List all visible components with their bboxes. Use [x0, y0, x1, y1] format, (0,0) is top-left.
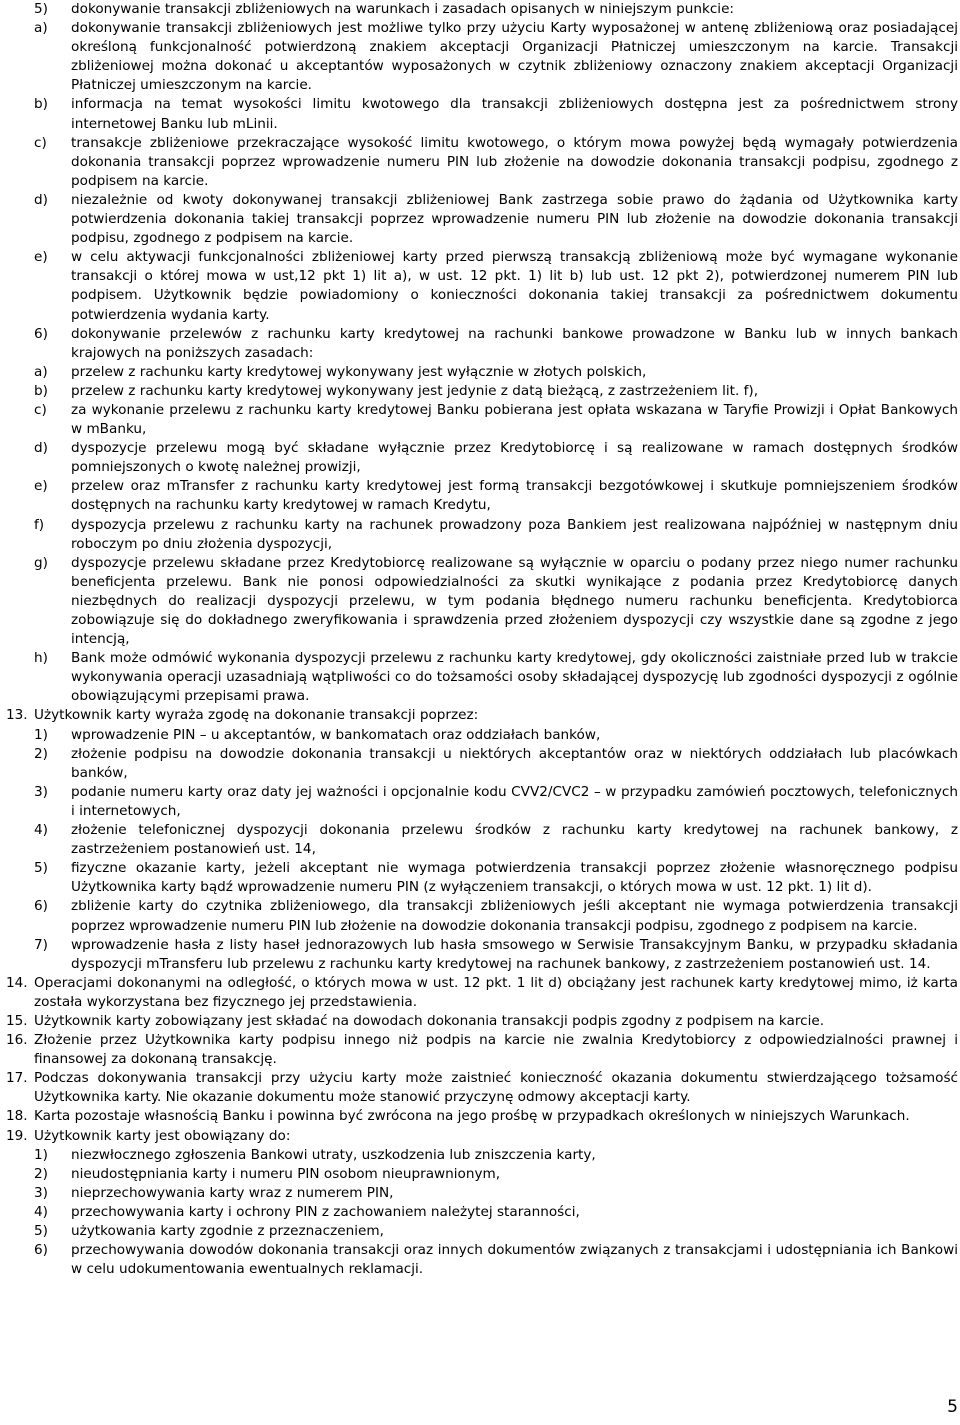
- item-text: nieprzechowywania karty wraz z numerem PIN,: [71, 1184, 394, 1201]
- item-text: dyspozycje przelewu mogą być składane wyłącznie przez Kredytobiorcę i są realizowane w ramach dostępnych środków pomniejszonych o kwotę należnej prowizji,: [71, 440, 958, 476]
- item-text: wprowadzenie PIN – u akceptantów, w bankomatach oraz oddziałach banków,: [71, 726, 601, 743]
- item-marker: 3): [34, 783, 48, 800]
- item-text: zbliżenie karty do czytnika zbliżeniowego, dla transakcji zbliżeniowych jeśli akceptant nie wymaga potwierdzenia transakcji poprzez wprowadzenie numeru PIN lub złożenie na dowodzie dokonania transakcji podpisu, zgodnego z podpisem na karcie.: [71, 898, 958, 934]
- item-marker: 3): [34, 1184, 48, 1201]
- list-item: [6, 1241, 958, 1279]
- list-item: [6, 325, 958, 363]
- item-marker: a): [34, 20, 48, 37]
- item-text: Operacjami dokonanymi na odległość, o których mowa w ust. 12 pkt. 1 lit d) obciążany jest rachunek karty kredytowej mimo, iż karta została wykorzystana bez fizycznego jej przedstawienia.: [34, 974, 958, 1010]
- item-text: Bank może odmówić wykonania dyspozycji przelewu z rachunku karty kredytowej, gdy okoliczności zaistniałe przed lub w trakcie wykonywania operacji uzasadniają wątpliwości co do tożsamości osoby składającej dyspozycję lub zgodności dyspozycji z ogólnie obowiązującymi przepisami prawa.: [71, 650, 958, 705]
- sub-list-item: [6, 134, 958, 191]
- item-text: Podczas dokonywania transakcji przy użyciu karty może zaistnieć konieczność okazania dokumentu stwierdzającego tożsamość Użytkownika karty. Nie okazanie dokumentu może stanowić przyczynę odmowy akceptacji karty.: [34, 1070, 958, 1106]
- sub-list-item: [6, 649, 958, 706]
- item-marker: 5): [34, 1223, 48, 1239]
- numbered-section: [6, 1012, 958, 1031]
- item-text: niezależnie od kwoty dokonywanej transakcji zbliżeniowej Bank zastrzega sobie prawo do żądania od Użytkownika karty potwierdzenia dokonania takiej transakcji poprzez wprowadzenie numeru PIN lub złożenie na dowodzie dokonania transakcji podpisu, zgodnego z podpisem na karcie.: [71, 191, 958, 247]
- list-item: [6, 1222, 958, 1241]
- item-text: Złożenie przez Użytkownika karty podpisu innego niż podpis na karcie nie zwalnia Kredytobiorcy z odpowiedzialności prawnej i finansowej za dokonaną transakcję.: [34, 1032, 958, 1068]
- item-text: przechowywania karty i ochrony PIN z zachowaniem należytej staranności,: [71, 1203, 580, 1220]
- sub-list-item: [6, 363, 958, 382]
- item-text: w celu aktywacji funkcjonalności zbliżeniowej karty przed pierwszą transakcją zbliżeniową może być wymagane wykonanie transakcji o której mowa w ust,12 pkt 1) lit a), w ust. 12 pkt. 1) lit b) lub ust. 12 pkt 2), potwierdzonej numerem PIN lub podpisem. Użytkownik będzie powiadomiony o konieczności dokonania takiej transakcji za pośrednictwem dokumentu potwierdzenia wydania karty.: [71, 249, 958, 323]
- item-text: niezwłocznego zgłoszenia Bankowi utraty, uszkodzenia lub zniszczenia karty,: [71, 1146, 596, 1163]
- item-marker: 16.: [6, 1032, 28, 1049]
- item-marker: 18.: [6, 1108, 28, 1125]
- numbered-section: [6, 974, 958, 1012]
- item-marker: e): [34, 249, 48, 266]
- item-marker: 4): [34, 1203, 48, 1220]
- list-item: [6, 1165, 958, 1184]
- list-item: [6, 936, 958, 974]
- item-marker: 13.: [6, 707, 28, 724]
- item-marker: 4): [34, 822, 48, 839]
- list-item: [6, 783, 958, 821]
- item-marker: b): [34, 382, 48, 399]
- item-marker: 14.: [6, 974, 28, 991]
- item-text: wprowadzenie hasła z listy haseł jednorazowych lub hasła smsowego w Serwisie Transakcyjnym Banku, w przypadku składania dyspozycji mTransferu lub przelewu z rachunku karty kredytowej na rachunek bankowy, z zastrzeżeniem postanowień ust. 14.: [71, 936, 958, 972]
- item-marker: 2): [34, 1165, 48, 1182]
- item-text: użytkowania karty zgodnie z przeznaczeniem,: [71, 1223, 384, 1239]
- numbered-section: [6, 706, 958, 725]
- item-marker: 1): [34, 1146, 48, 1163]
- list-item: [6, 0, 958, 19]
- list-item: [6, 745, 958, 783]
- item-text: przelew z rachunku karty kredytowej wykonywany jest wyłącznie w złotych polskich,: [71, 363, 647, 380]
- item-text: podanie numeru karty oraz daty jej ważności i opcjonalnie kodu CVV2/CVC2 – w przypadku zamówień pocztowych, telefonicznych i internetowych,: [71, 783, 958, 819]
- list-item: [6, 1146, 958, 1165]
- sub-list-item: [6, 516, 958, 554]
- page-number: 5: [947, 1397, 958, 1417]
- item-text: dokonywanie przelewów z rachunku karty kredytowej na rachunki bankowe prowadzone w Banku lub w innych bankach krajowych na poniższych zasadach:: [71, 325, 958, 361]
- item-text: Użytkownik karty wyraża zgodę na dokonanie transakcji poprzez:: [34, 707, 479, 724]
- item-text: złożenie telefonicznej dyspozycji dokonania przelewu środków z rachunku karty kredytowej na rachunek bankowy, z zastrzeżeniem postanowień ust. 14,: [71, 822, 958, 858]
- item-marker: 6): [34, 325, 48, 342]
- item-marker: 15.: [6, 1012, 28, 1029]
- item-text: przelew z rachunku karty kredytowej wykonywany jest jedynie z datą bieżącą, z zastrzeżeniem lit. f),: [71, 382, 759, 399]
- sub-list-item: [6, 477, 958, 515]
- sub-list-item: [6, 382, 958, 401]
- document-body: [6, 0, 958, 1279]
- item-text: dokonywanie transakcji zbliżeniowych na warunkach i zasadach opisanych w niniejszym punkcie:: [71, 1, 735, 17]
- item-marker: 6): [34, 898, 48, 915]
- list-item: [6, 1203, 958, 1222]
- list-item: [6, 726, 958, 745]
- item-text: przechowywania dowodów dokonania transakcji oraz innych dokumentów związanych z transakcjami i udostępniania ich Bankowi w celu udokumentowania ewentualnych reklamacji.: [71, 1242, 958, 1278]
- item-text: za wykonanie przelewu z rachunku karty kredytowej Banku pobierana jest opłata wskazana w Taryfie Prowizji i Opłat Bankowych w mBanku,: [71, 401, 958, 438]
- list-item: [6, 897, 958, 935]
- item-text: Użytkownik karty zobowiązany jest składać na dowodach dokonania transakcji podpis zgodny z podpisem na karcie.: [34, 1012, 825, 1029]
- item-marker: 1): [34, 726, 48, 743]
- item-marker: b): [34, 96, 48, 113]
- item-marker: d): [34, 191, 48, 208]
- numbered-section: [6, 1031, 958, 1069]
- item-marker: h): [34, 650, 48, 667]
- item-marker: a): [34, 363, 48, 380]
- item-marker: 2): [34, 745, 48, 762]
- sub-list-item: [6, 554, 958, 649]
- item-text: fizyczne okazanie karty, jeżeli akceptant nie wymaga potwierdzenia transakcji poprzez złożenie własnoręcznego podpisu Użytkownika karty bądź wprowadzenie numeru PIN (z wyłączeniem transakcji, o których mowa w ust. 12 pkt. 1) lit d).: [71, 860, 958, 896]
- item-marker: 19.: [6, 1127, 28, 1144]
- item-marker: 6): [34, 1242, 48, 1259]
- list-item: [6, 859, 958, 897]
- item-marker: 5): [34, 860, 48, 877]
- item-marker: 7): [34, 936, 48, 953]
- numbered-section: [6, 1107, 958, 1126]
- item-text: informacja na temat wysokości limitu kwotowego dla transakcji zbliżeniowych dostępna jest za pośrednictwem strony internetowej Banku lub mLinii.: [71, 96, 958, 132]
- numbered-section: [6, 1127, 958, 1146]
- item-text: Użytkownik karty jest obowiązany do:: [34, 1127, 291, 1144]
- item-text: złożenie podpisu na dowodzie dokonania transakcji u niektórych akceptantów oraz w niektórych oddziałach lub placówkach banków,: [71, 745, 958, 781]
- item-text: dyspozycje przelewu składane przez Kredytobiorcę realizowane są wyłącznie w oparciu o podany przez niego numer rachunku beneficjenta przelewu. Bank nie ponosi odpowiedzialności za skutki wynikające z podania przez Kredytobiorcę danych niezbędnych do realizacji dyspozycji przelewu, w tym podania błędnego numeru rachunku beneficjenta. Kredytobiorca zobowiązuje się do dokładnego zweryfikowania i sprawdzenia przed złożeniem dyspozycji czy wszystkie dane są zgodne z jego intencją,: [71, 554, 958, 648]
- item-text: dyspozycja przelewu z rachunku karty na rachunek prowadzony poza Bankiem jest realizowana najpóźniej w następnym dniu roboczym po dniu złożenia dyspozycji,: [71, 516, 958, 552]
- item-text: Karta pozostaje własnością Banku i powinna być zwrócona na jego prośbę w przypadkach określonych w niniejszych Warunkach.: [34, 1108, 910, 1125]
- numbered-section: [6, 1069, 958, 1107]
- item-marker: d): [34, 440, 48, 457]
- item-text: przelew oraz mTransfer z rachunku karty kredytowej jest formą transakcji bezgotówkowej i skutkuje pomniejszeniem środków dostępnych na rachunku karty kredytowej w ramach Kredytu,: [71, 478, 958, 514]
- sub-list-item: [6, 248, 958, 324]
- item-marker: 17.: [6, 1070, 28, 1087]
- item-marker: g): [34, 554, 48, 571]
- sub-list-item: [6, 191, 958, 248]
- list-item: [6, 1184, 958, 1203]
- sub-list-item: [6, 439, 958, 477]
- sub-list-item: [6, 19, 958, 95]
- item-text: transakcje zbliżeniowe przekraczające wysokość limitu kwotowego, o którym mowa powyżej będą wymagały potwierdzenia dokonania transakcji poprzez wprowadzenie numeru PIN lub złożenie na dowodzie dokonania transakcji podpisu, zgodnego z podpisem na karcie.: [71, 134, 958, 189]
- item-marker: c): [34, 134, 47, 151]
- item-marker: 5): [34, 1, 48, 17]
- item-marker: f): [34, 516, 45, 533]
- item-text: nieudostępniania karty i numeru PIN osobom nieuprawnionym,: [71, 1165, 501, 1182]
- list-item: [6, 821, 958, 859]
- item-marker: c): [34, 401, 47, 418]
- sub-list-item: [6, 401, 958, 439]
- item-marker: e): [34, 478, 48, 495]
- sub-list-item: [6, 95, 958, 133]
- item-text: dokonywanie transakcji zbliżeniowych jest możliwe tylko przy użyciu Karty wyposażonej w antenę zbliżeniową oraz posiadającej określoną funkcjonalność potwierdzoną znakiem akceptacji Organizacji Płatniczej umieszczonym na karcie. Transakcji zbliżeniowej można dokonać u akceptantów wyposażonych w czytnik zbliżeniowy oznaczony znakiem akceptacji Organizacji Płatniczej umieszczonym na karcie.: [71, 20, 958, 94]
